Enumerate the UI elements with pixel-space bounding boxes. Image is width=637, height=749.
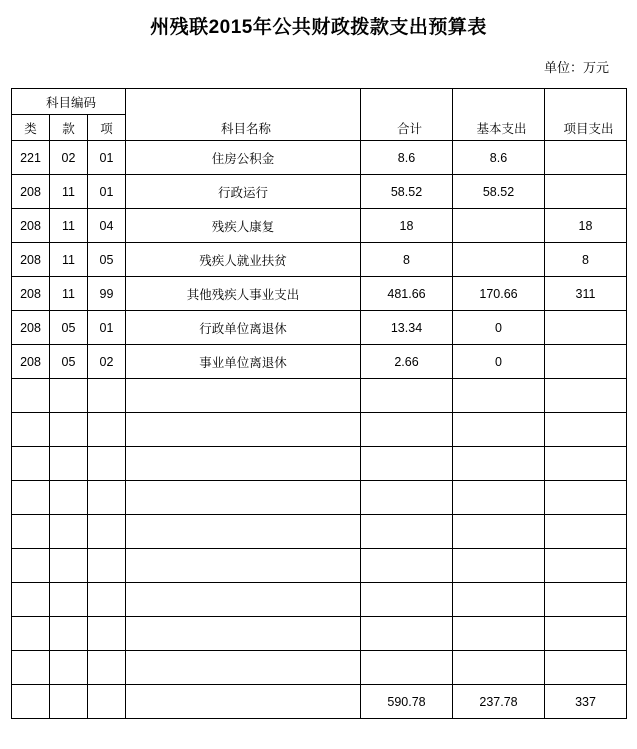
table-row [12, 447, 627, 481]
cell-project [545, 413, 627, 447]
cell-xiang [88, 685, 126, 719]
cell-subject-name [126, 583, 361, 617]
cell-project: 311 [545, 277, 627, 311]
cell-xiang [88, 447, 126, 481]
budget-table [11, 88, 627, 719]
cell-project [545, 175, 627, 209]
cell-subject-name: 残疾人就业扶贫 [126, 243, 361, 277]
table-row [12, 617, 627, 651]
table-row [12, 345, 627, 379]
cell-subject-name [126, 651, 361, 685]
cell-kuan: 05 [50, 345, 88, 379]
cell-project: 337 [545, 685, 627, 719]
cell-kuan [50, 379, 88, 413]
cell-basic: 8.6 [453, 141, 545, 175]
table-header [12, 89, 627, 141]
cell-lei [12, 481, 50, 515]
cell-total: 13.34 [361, 311, 453, 345]
cell-basic: 0 [453, 311, 545, 345]
cell-basic [453, 617, 545, 651]
cell-lei [12, 685, 50, 719]
cell-xiang: 01 [88, 311, 126, 345]
budget-table-container [0, 88, 637, 719]
cell-basic: 58.52 [453, 175, 545, 209]
cell-total: 8.6 [361, 141, 453, 175]
cell-xiang: 01 [88, 175, 126, 209]
table-body [12, 141, 627, 719]
cell-subject-name: 行政单位离退休 [126, 311, 361, 345]
table-row [12, 481, 627, 515]
cell-project [545, 345, 627, 379]
cell-xiang [88, 481, 126, 515]
header-kuan: 款 [50, 115, 88, 141]
header-subject-name: 科目名称 [126, 89, 361, 141]
cell-kuan: 11 [50, 277, 88, 311]
cell-subject-name: 行政运行 [126, 175, 361, 209]
table-row [12, 277, 627, 311]
cell-xiang: 01 [88, 141, 126, 175]
cell-lei [12, 617, 50, 651]
cell-project: 18 [545, 209, 627, 243]
cell-subject-name [126, 447, 361, 481]
cell-basic [453, 447, 545, 481]
cell-xiang [88, 413, 126, 447]
table-row [12, 515, 627, 549]
cell-basic: 237.78 [453, 685, 545, 719]
unit-note: 单位：万元 [543, 60, 609, 75]
table-row [12, 311, 627, 345]
cell-total [361, 481, 453, 515]
cell-lei: 208 [12, 345, 50, 379]
cell-subject-name [126, 413, 361, 447]
cell-lei: 208 [12, 311, 50, 345]
cell-total: 8 [361, 243, 453, 277]
table-row [12, 175, 627, 209]
cell-basic [453, 413, 545, 447]
cell-subject-name [126, 481, 361, 515]
cell-basic [453, 549, 545, 583]
cell-lei: 208 [12, 209, 50, 243]
cell-total [361, 651, 453, 685]
cell-project [545, 651, 627, 685]
cell-lei: 208 [12, 175, 50, 209]
cell-subject-name: 残疾人康复 [126, 209, 361, 243]
cell-total [361, 515, 453, 549]
cell-total [361, 413, 453, 447]
cell-project [545, 481, 627, 515]
table-row [12, 583, 627, 617]
cell-total: 2.66 [361, 345, 453, 379]
table-row [12, 379, 627, 413]
cell-project [545, 617, 627, 651]
cell-kuan: 11 [50, 175, 88, 209]
page-title: 州残联2015年公共财政拨款支出预算表 [150, 17, 487, 38]
cell-xiang: 99 [88, 277, 126, 311]
cell-basic [453, 481, 545, 515]
cell-kuan [50, 617, 88, 651]
cell-kuan [50, 583, 88, 617]
cell-kuan: 11 [50, 243, 88, 277]
cell-total: 481.66 [361, 277, 453, 311]
header-lei: 类 [12, 115, 50, 141]
cell-project [545, 311, 627, 345]
cell-kuan: 05 [50, 311, 88, 345]
cell-subject-name [126, 549, 361, 583]
cell-subject-name [126, 685, 361, 719]
cell-basic [453, 243, 545, 277]
cell-lei [12, 447, 50, 481]
cell-project: 8 [545, 243, 627, 277]
header-code-group: 科目编码 [12, 89, 126, 115]
cell-basic [453, 651, 545, 685]
cell-xiang [88, 549, 126, 583]
cell-project [545, 447, 627, 481]
cell-lei: 221 [12, 141, 50, 175]
cell-lei [12, 379, 50, 413]
cell-kuan: 11 [50, 209, 88, 243]
cell-basic [453, 583, 545, 617]
cell-total [361, 447, 453, 481]
cell-total [361, 379, 453, 413]
table-row [12, 413, 627, 447]
table-row [12, 209, 627, 243]
cell-kuan [50, 481, 88, 515]
table-row [12, 141, 627, 175]
cell-kuan [50, 515, 88, 549]
document-page [0, 12, 637, 749]
cell-lei [12, 583, 50, 617]
cell-kuan [50, 549, 88, 583]
cell-total: 590.78 [361, 685, 453, 719]
table-total-row [12, 685, 627, 719]
cell-lei: 208 [12, 243, 50, 277]
table-row [12, 549, 627, 583]
cell-kuan [50, 447, 88, 481]
header-basic-expenditure: 基本支出 [453, 89, 545, 141]
cell-project [545, 141, 627, 175]
cell-xiang [88, 379, 126, 413]
header-xiang: 项 [88, 115, 126, 141]
cell-total: 18 [361, 209, 453, 243]
cell-subject-name: 住房公积金 [126, 141, 361, 175]
cell-xiang: 05 [88, 243, 126, 277]
cell-total [361, 583, 453, 617]
cell-xiang [88, 583, 126, 617]
cell-lei: 208 [12, 277, 50, 311]
cell-project [545, 549, 627, 583]
table-row [12, 243, 627, 277]
cell-lei [12, 651, 50, 685]
cell-basic [453, 379, 545, 413]
cell-total [361, 617, 453, 651]
cell-xiang [88, 617, 126, 651]
cell-subject-name: 事业单位离退休 [126, 345, 361, 379]
cell-subject-name: 其他残疾人事业支出 [126, 277, 361, 311]
cell-xiang [88, 651, 126, 685]
cell-project [545, 515, 627, 549]
cell-basic: 0 [453, 345, 545, 379]
cell-project [545, 583, 627, 617]
cell-lei [12, 413, 50, 447]
cell-lei [12, 549, 50, 583]
cell-kuan: 02 [50, 141, 88, 175]
cell-basic [453, 515, 545, 549]
cell-xiang: 02 [88, 345, 126, 379]
cell-kuan [50, 651, 88, 685]
cell-xiang [88, 515, 126, 549]
cell-kuan [50, 413, 88, 447]
cell-lei [12, 515, 50, 549]
cell-total: 58.52 [361, 175, 453, 209]
cell-basic: 170.66 [453, 277, 545, 311]
cell-subject-name [126, 515, 361, 549]
cell-xiang: 04 [88, 209, 126, 243]
table-header-row-1 [12, 89, 627, 115]
cell-subject-name [126, 379, 361, 413]
table-row [12, 651, 627, 685]
cell-subject-name [126, 617, 361, 651]
cell-project [545, 379, 627, 413]
cell-total [361, 549, 453, 583]
cell-kuan [50, 685, 88, 719]
header-project-expenditure: 项目支出 [545, 89, 627, 141]
header-total: 合计 [361, 89, 453, 141]
cell-basic [453, 209, 545, 243]
